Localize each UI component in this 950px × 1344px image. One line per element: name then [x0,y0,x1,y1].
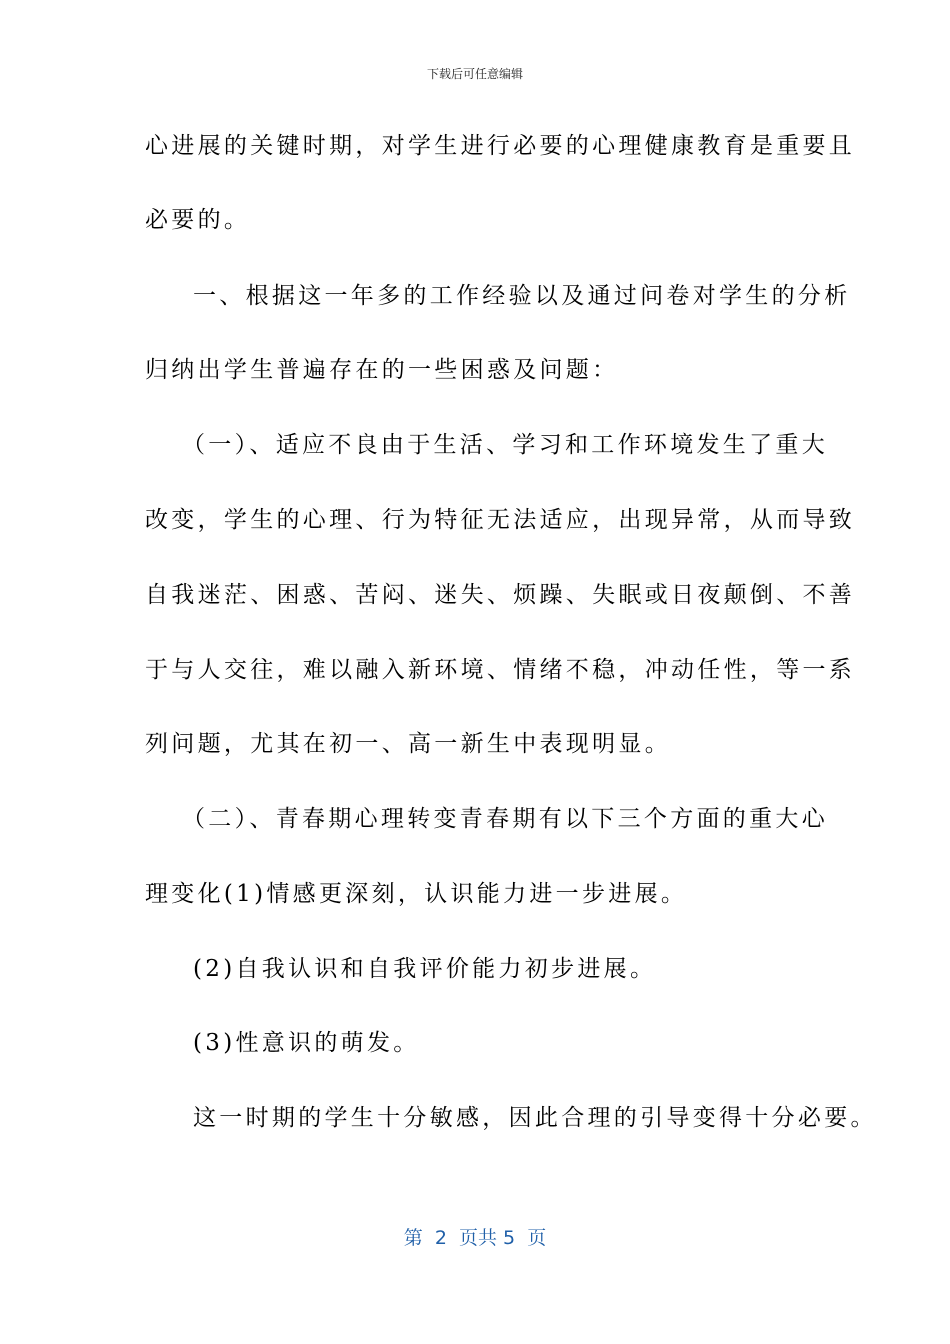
body-line-13: (3)性意识的萌发。 [193,1030,420,1056]
body-line-4: 归纳出学生普遍存在的一些困惑及问题： [145,357,619,383]
page-header: 下载后可任意编辑 [426,67,523,81]
body-line-11: 理变化(1)情感更深刻，认识能力进一步进展。 [145,881,688,907]
page-footer-pagination: 第 2 页共 5 页 [403,1227,547,1249]
body-line-2: 必要的。 [145,207,251,233]
body-line-9: 列问题，尤其在初一、高一新生中表现明显。 [145,731,671,757]
body-line-6: 改变，学生的心理、行为特征无法适应，出现异常，从而导致 [145,507,856,533]
body-line-12: (2)自我认识和自我评价能力初步进展。 [193,956,657,982]
body-line-5: （一）、适应不良由于生活、学习和工作环境发生了重大 [182,432,828,458]
body-line-3: 一、根据这一年多的工作经验以及通过问卷对学生的分析 [193,283,851,309]
body-line-1: 心进展的关键时期，对学生进行必要的心理健康教育是重要且 [145,133,856,159]
body-line-14: 这一时期的学生十分敏感，因此合理的引导变得十分必要。 [193,1105,877,1131]
body-line-7: 自我迷茫、困惑、苦闷、迷失、烦躁、失眠或日夜颠倒、不善 [145,582,856,608]
body-line-8: 于与人交往，难以融入新环境、情绪不稳，冲动任性，等一系 [145,657,856,683]
body-line-10: （二）、青春期心理转变青春期有以下三个方面的重大心 [182,806,828,832]
